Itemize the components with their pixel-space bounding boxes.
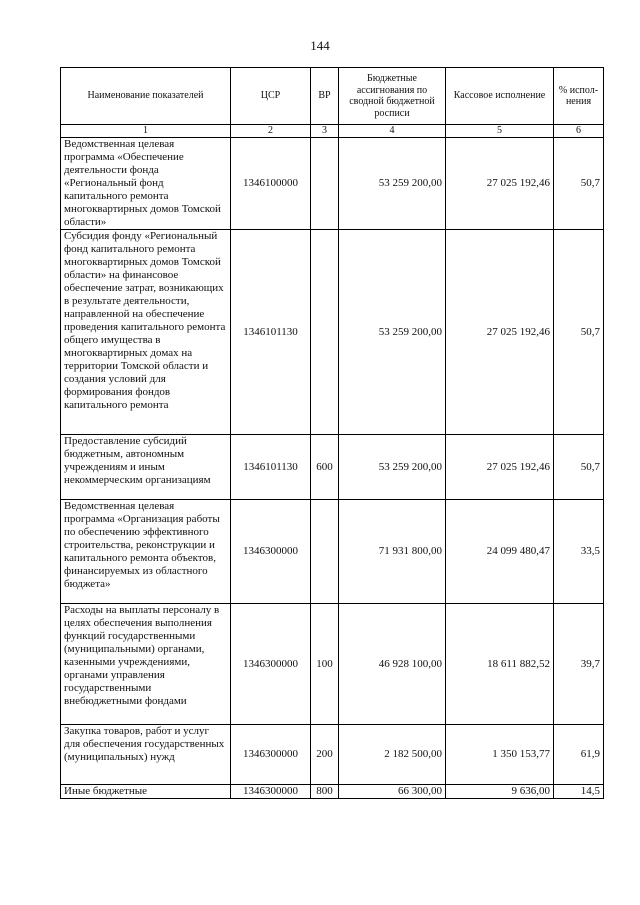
header-cash: Кассовое исполнение: [446, 68, 554, 125]
row-pct: 50,7: [554, 230, 604, 435]
row-budget: 53 259 200,00: [339, 230, 446, 435]
row-cash: 18 611 882,52: [446, 604, 554, 725]
header-vr: ВР: [311, 68, 339, 125]
row-csr: 1346300000: [231, 725, 311, 785]
table-header-row: [61, 68, 604, 125]
row-vr: [311, 138, 339, 230]
row-pct: 61,9: [554, 725, 604, 785]
column-number: 5: [446, 125, 554, 138]
row-cash: 27 025 192,46: [446, 230, 554, 435]
row-vr: [311, 230, 339, 435]
row-name: Ведомственная целевая программа «Организация работы по обеспечению эффективного строительства, реконструкции и капитального ремонта объектов, финансируемых из областного бюджета»: [61, 500, 231, 604]
row-cash: 27 025 192,46: [446, 435, 554, 500]
header-pct: % испол-нения: [554, 68, 604, 125]
row-pct: 14,5: [554, 785, 604, 799]
column-number: 4: [339, 125, 446, 138]
row-budget: 46 928 100,00: [339, 604, 446, 725]
header-csr: ЦСР: [231, 68, 311, 125]
row-pct: 39,7: [554, 604, 604, 725]
row-csr: 1346300000: [231, 500, 311, 604]
row-name: Закупка товаров, работ и услуг для обеспечения государственных (муниципальных) нужд: [61, 725, 231, 785]
row-cash: 24 099 480,47: [446, 500, 554, 604]
row-vr: [311, 500, 339, 604]
table-row: [61, 785, 604, 799]
row-pct: 33,5: [554, 500, 604, 604]
row-pct: 50,7: [554, 435, 604, 500]
page-number: 144: [310, 38, 330, 53]
table-row: [61, 725, 604, 785]
row-csr: 1346300000: [231, 785, 311, 799]
row-csr: 1346300000: [231, 604, 311, 725]
table-row: [61, 604, 604, 725]
row-vr: 200: [311, 725, 339, 785]
row-name: Субсидия фонду «Региональный фонд капитального ремонта многоквартирных домов Томской области» на финансовое обеспечение затрат, возникающих в результате деятельности, направленной на обеспечение проведения капитального ремонта общего имущества в многоквартирных домах на территории Томской области и создания условий для формирования фондов капитального ремонта: [61, 230, 231, 435]
row-vr: 100: [311, 604, 339, 725]
header-budget: Бюджетные ассигнования по сводной бюджетной росписи: [339, 68, 446, 125]
row-cash: 9 636,00: [446, 785, 554, 799]
column-number: 2: [231, 125, 311, 138]
row-name: Ведомственная целевая программа «Обеспечение деятельности фонда «Региональный фонд капитального ремонта многоквартирных домов Томской области»: [61, 138, 231, 230]
column-number: 1: [61, 125, 231, 138]
table-row: [61, 500, 604, 604]
row-name: Расходы на выплаты персоналу в целях обеспечения выполнения функций государственными (муниципальными) органами, казенными учреждениями, органами управления государственными внебюджетными фондами: [61, 604, 231, 725]
header-name: Наименование показателей: [61, 68, 231, 125]
row-csr: 1346101130: [231, 435, 311, 500]
row-name: Предоставление субсидий бюджетным, автономным учреждениям и иным некоммерческим организациям: [61, 435, 231, 500]
table-row: [61, 230, 604, 435]
row-budget: 53 259 200,00: [339, 435, 446, 500]
row-vr: 600: [311, 435, 339, 500]
row-pct: 50,7: [554, 138, 604, 230]
budget-execution-table: [60, 67, 604, 799]
row-csr: 1346101130: [231, 230, 311, 435]
row-cash: 27 025 192,46: [446, 138, 554, 230]
column-number: 3: [311, 125, 339, 138]
table-row: [61, 435, 604, 500]
row-budget: 71 931 800,00: [339, 500, 446, 604]
column-number: 6: [554, 125, 604, 138]
row-vr: 800: [311, 785, 339, 799]
row-csr: 1346100000: [231, 138, 311, 230]
row-budget: 53 259 200,00: [339, 138, 446, 230]
column-number-row: [61, 125, 604, 138]
row-budget: 66 300,00: [339, 785, 446, 799]
table-row: [61, 138, 604, 230]
row-cash: 1 350 153,77: [446, 725, 554, 785]
row-name: Иные бюджетные: [61, 785, 231, 799]
row-budget: 2 182 500,00: [339, 725, 446, 785]
